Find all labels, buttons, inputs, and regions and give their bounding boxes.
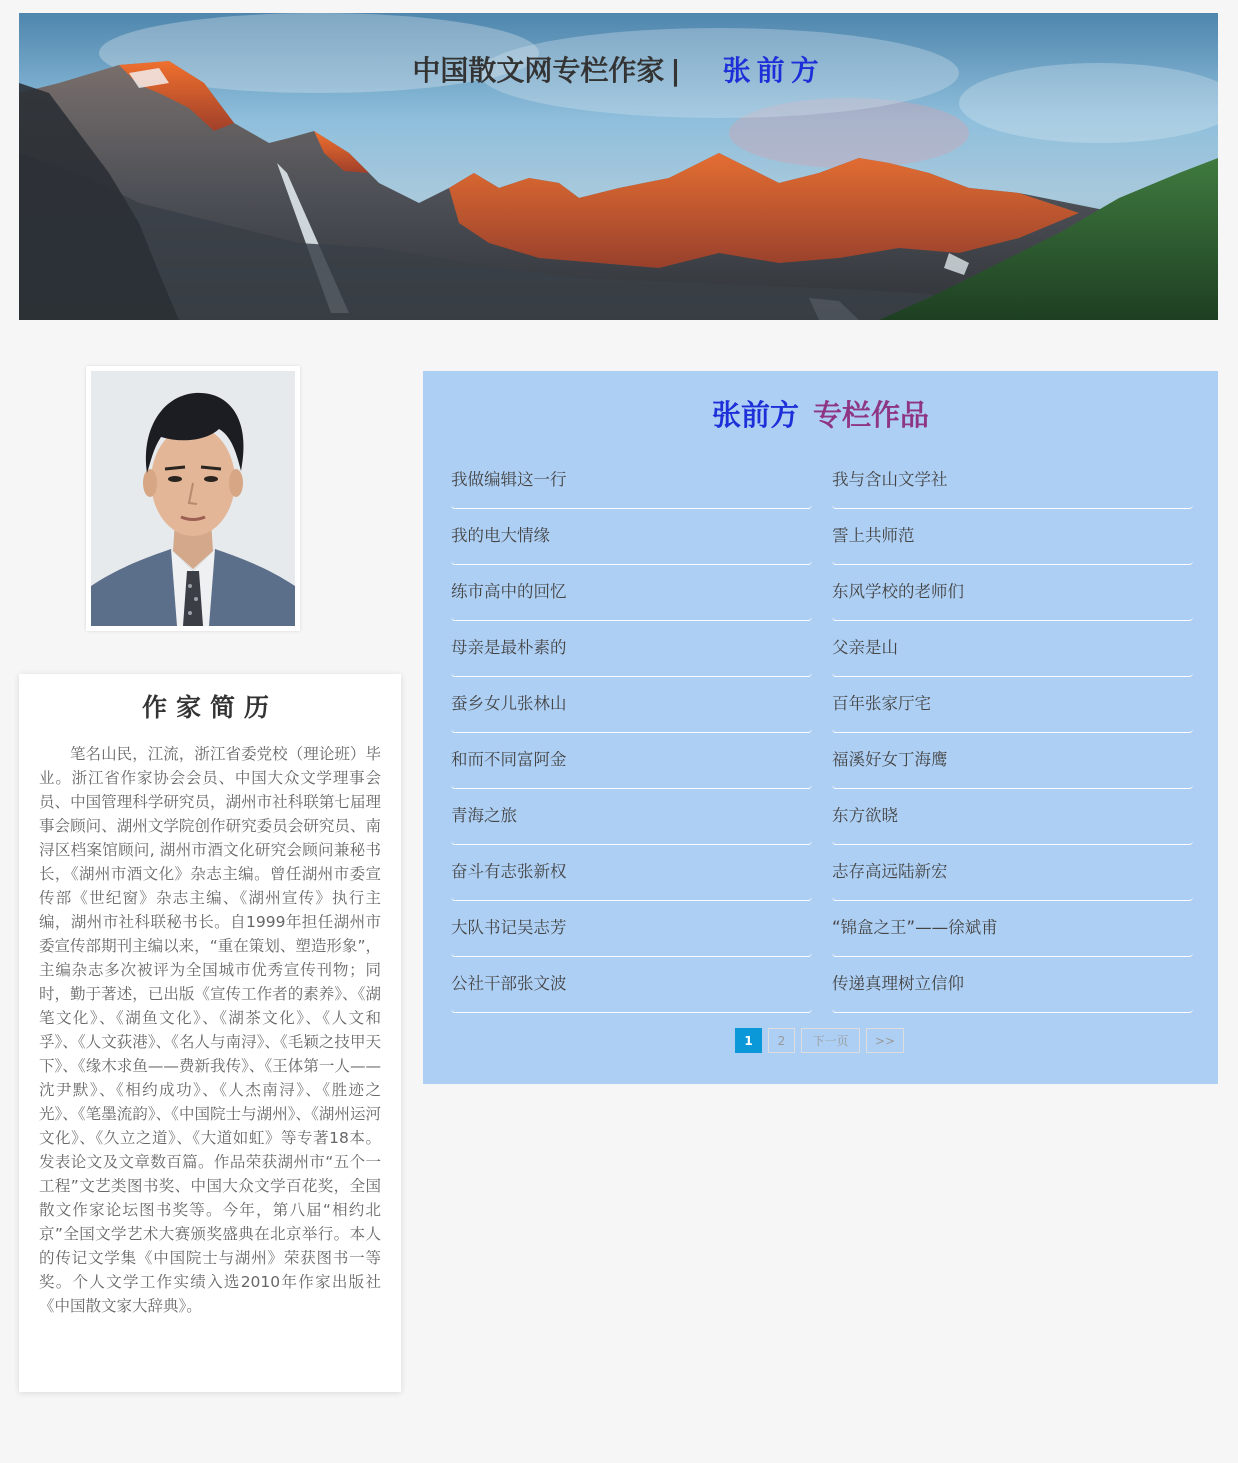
list-item [832,734,1193,789]
work-link[interactable]: 我与含山文学社 [832,470,948,489]
page-2-button[interactable]: 2 [768,1028,795,1053]
work-link[interactable]: 我的电大情缘 [451,526,550,545]
work-link[interactable]: 福溪好女丁海鹰 [832,750,948,769]
work-link[interactable]: 蚕乡女儿张林山 [451,694,567,713]
list-item [832,454,1193,509]
last-page-button[interactable]: >> [866,1028,904,1053]
banner-title [19,49,1218,89]
list-item [451,734,812,789]
work-link[interactable]: 志存高远陆新宏 [832,862,948,881]
author-bio-panel [19,674,401,1392]
list-item [451,958,812,1013]
list-item [451,510,812,565]
next-page-button[interactable]: 下一页 [801,1028,860,1053]
work-link[interactable]: 和而不同富阿金 [451,750,567,769]
work-link[interactable]: 东方欲晓 [832,806,898,825]
header-banner [19,13,1218,320]
pagination [423,1028,1218,1055]
work-link[interactable]: 我做编辑这一行 [451,470,567,489]
list-item [832,678,1193,733]
work-link[interactable]: 传递真理树立信仰 [832,974,964,993]
works-panel [423,371,1218,1084]
list-item [832,622,1193,677]
list-item [451,454,812,509]
works-title [423,393,1218,434]
work-link[interactable]: 大队书记吴志芳 [451,918,567,937]
list-item [832,510,1193,565]
works-list-right [832,454,1193,1014]
bio-text: 笔名山民，江流，浙江省委党校（理论班）毕业。浙江省作家协会会员、中国大众文学理事会员、中国管理科学研究员，湖州市社科联第七届理事会顾问、湖州文学院创作研究委员会研究员、南浔区档案馆顾问, 湖州市酒文化研究会顾问兼秘书长，《湖州市酒文化》杂志主编。曾任湖州市委宣传部《世纪窗》杂志主编、《湖州宣传》执行主编，湖州市社科联秘书长。自1999年担任湖州市委宣传部期刊主编以来，“重在策划、塑造形象”，主编杂志多次被评为全国城市优秀宣传刊物；同时，勤于著述，已出版《宣传工作者的素养》、《湖笔文化》、《湖鱼文化》、《湖茶文化》、《人文和孚》、《人文荻港》、《名人与南浔》、《毛颖之技甲天下》、《缘木求鱼——费新我传》、《王体第一人——沈尹默》、《相约成功》、《人杰南浔》、《胜迹之光》、《笔墨流韵》、《中国院士与湖州》、《湖州运河文化》、《久立之道》、《大道如虹》等专著18本。发表论文及文章数百篇。作品荣获湖州市“五个一工程”文艺类图书奖、中国大众文学百花奖，全国散文作家论坛图书奖等。今年，第八届“相约北京”全国文学艺术大赛颁奖盛典在北京举行。本人的传记文学集《中国院士与湖州》荣获图书一等奖。个人文学工作实绩入选2010年作家出版社《中国散文家大辞典》。 [39,745,381,1315]
work-link[interactable]: 奋斗有志张新权 [451,862,567,881]
work-link[interactable]: 东风学校的老师们 [832,582,964,601]
bio-heading: 作家简历 [141,693,278,722]
list-item [832,566,1193,621]
list-item [451,622,812,677]
title-separator: | [670,54,681,87]
work-link[interactable]: 公社干部张文波 [451,974,567,993]
list-item [832,790,1193,845]
site-column-label: 中国散文网专栏作家 [412,54,665,87]
work-link[interactable]: 练市高中的回忆 [451,582,567,601]
work-link[interactable]: 青海之旅 [451,806,517,825]
author-name-heading: 张前方 [722,54,825,87]
work-link[interactable]: 百年张家厅宅 [832,694,931,713]
list-item [832,902,1193,957]
work-link[interactable]: 霅上共师范 [832,526,915,545]
works-author-name: 张前方 [711,398,799,432]
work-link[interactable]: “锦盒之王”——徐斌甫 [832,918,998,937]
list-item [451,846,812,901]
author-portrait-frame [86,366,300,631]
list-item [832,846,1193,901]
list-item [451,566,812,621]
list-item [451,790,812,845]
works-list-left [451,454,812,1014]
work-link[interactable]: 母亲是最朴素的 [451,638,567,657]
list-item [451,902,812,957]
work-link[interactable]: 父亲是山 [832,638,898,657]
page-1-button[interactable]: 1 [735,1028,762,1053]
works-label: 专栏作品 [813,398,930,432]
author-portrait-photo [91,371,295,626]
list-item [832,958,1193,1013]
list-item [451,678,812,733]
